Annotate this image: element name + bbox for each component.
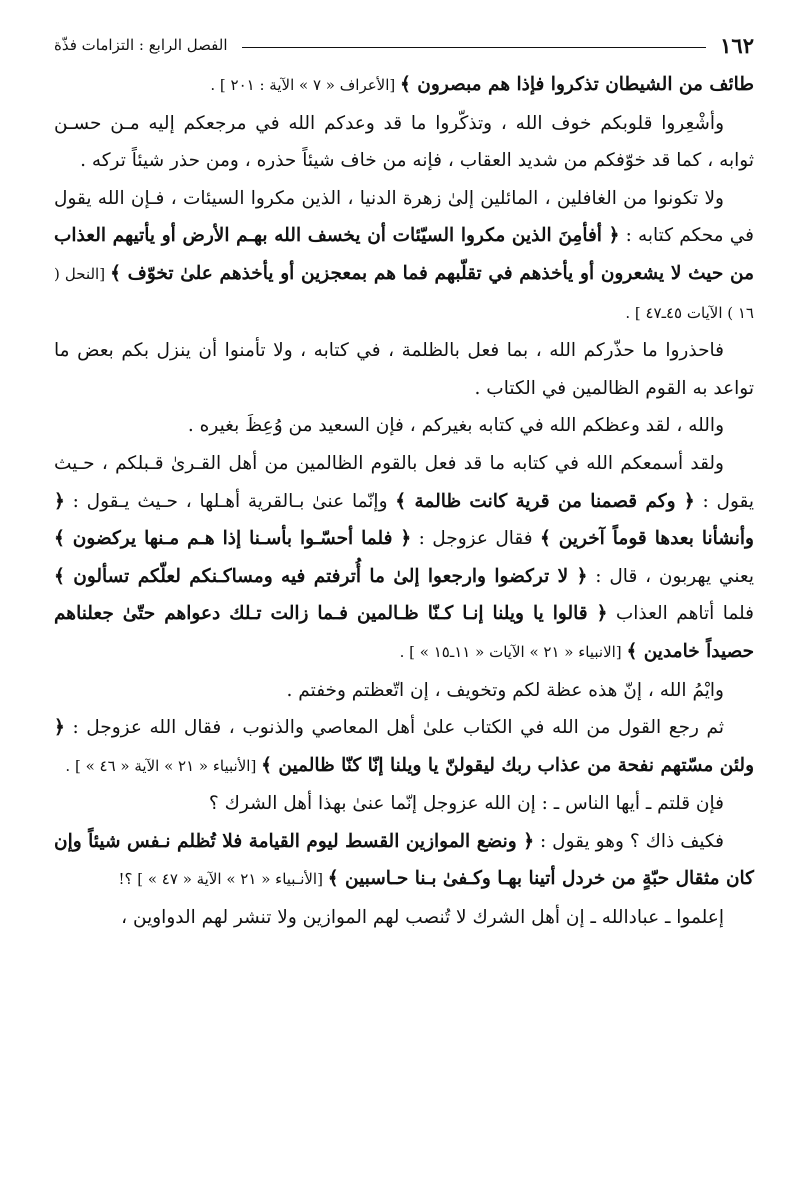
paragraph <box>54 672 754 710</box>
quote-bracket: ﴾ <box>261 754 272 776</box>
text-segment: ثم رجع القول من الله في الكتاب علىٰ أهل المعاصي والذنوب ، فقال الله عزوجل : <box>64 717 724 739</box>
paragraph <box>54 407 754 445</box>
chapter-title: الفصل الرابع : التزامات فذّة <box>54 36 228 54</box>
running-header <box>54 30 754 60</box>
quran-quote: طائف من الشيطان تذكروا فإذا هم مبصرون <box>410 74 754 95</box>
body-text <box>54 66 754 937</box>
text-segment: ولا تكونوا من الغافلين ، المائلين إلىٰ زهرة الدنيا ، الذين مكروا السيئات ، فـإن الله يقول في محكم كتابه : <box>54 187 754 247</box>
quote-bracket: ﴿ <box>54 717 65 739</box>
quote-bracket: ﴿ <box>400 528 412 550</box>
text-segment: وإنّما عنىٰ بـالقرية أهـلها ، حـيث يـقول : <box>64 490 396 512</box>
quran-quote: أفأمِنَ الذين مكروا السيّئات أن يخسف الله بهـم الأرض أو يأتيهم العذاب من حيث لا يشعرون أو يأخذهم في تقلّبهم فما هم بمعجزين أو يأخذهم علىٰ تخوّف <box>54 225 754 284</box>
quote-bracket: ﴿ <box>54 490 65 512</box>
paragraph <box>54 332 754 407</box>
quote-bracket: ﴿ <box>523 830 535 852</box>
quote-bracket: ﴾ <box>54 528 65 550</box>
paragraph <box>54 66 754 105</box>
text-segment: والله ، لقد وعظكم الله في كتابه بغيركم ، فإن السعيد من وُعِظَ بغيره . <box>187 415 724 437</box>
verse-citation: [الانبياء « ٢١ » الآيات « ١١ـ١٥ » ] . <box>399 642 627 661</box>
text-segment: فكيف ذاك ؟ وهو يقول : <box>534 830 724 852</box>
quote-bracket: ﴾ <box>110 262 121 284</box>
quran-quote: ونضع الموازين القسط ليوم القيامة فلا تُظلم نـفس شيئاً وإن كان مثقال حبّةٍ من خردل أتينا بهـا وكـفىٰ بـنا حـاسبين <box>54 830 754 890</box>
quote-bracket: ﴾ <box>395 490 407 512</box>
paragraph <box>54 823 754 899</box>
quote-bracket: ﴾ <box>400 74 411 95</box>
paragraph <box>54 180 754 332</box>
text-segment: فلما أتاهم العذاب <box>607 603 754 625</box>
text-segment: فإن قلتم ـ أيها الناس ـ : إن الله عزوجل إنّما عنىٰ بهذا أهل الشرك ؟ <box>208 793 724 815</box>
quote-bracket: ﴾ <box>626 640 638 662</box>
verse-citation: [الأعراف « ٧ » الآية : ٢٠١ ] . <box>210 76 401 94</box>
paragraph <box>54 445 754 672</box>
verse-citation: [الأنبياء « ٢١ » الآية « ٤٦ » ] . <box>65 756 262 775</box>
text-segment: وأشْعِروا قلوبكم خوف الله ، وتذكّروا ما قد وعدكم الله في مرجعكم إليه مـن حسـن ثوابه ، كما قد خوّفكم من شديد العقاب ، فإنه من خاف شيئاً حذره ، ومن حذر شيئاً تركه . <box>54 112 754 172</box>
quote-bracket: ﴿ <box>576 565 588 587</box>
quran-quote: وأنشأنا بعدها قوماً آخرين <box>550 528 754 550</box>
page-number: ١٦٢ <box>720 32 754 58</box>
quote-bracket: ﴾ <box>54 565 65 587</box>
verse-citation: [الأنـبياء « ٢١ » الآية « ٤٧ » ] ؟! <box>118 870 328 889</box>
verse-citation: [النحل ( ١٦ ) الآيات ٤٥ـ٤٧ ] . <box>54 264 754 322</box>
paragraph <box>54 899 754 937</box>
quran-quote: لا تركضوا وارجعوا إلىٰ ما أُترفتم فيه ومساكـنكم لعلّكم تسألون <box>64 565 577 587</box>
text-segment: فاحذروا ما حذّركم الله ، بما فعل بالظلمة ، في كتابه ، ولا تأمنوا أن ينزل بكم بعض ما تواعد به القوم الظالمين في الكتاب . <box>54 340 754 399</box>
paragraph <box>54 709 754 785</box>
quote-bracket: ﴿ <box>608 225 620 247</box>
paragraph <box>54 105 754 180</box>
quote-bracket: ﴾ <box>327 868 339 890</box>
paragraph <box>54 785 754 823</box>
text-segment: ولقد أسمعكم الله في كتابه ما قد فعل بالقوم الظالمين من أهل القـرىٰ قـبلكم ، حـيث يقول : <box>54 452 755 512</box>
quran-quote: وكم قصمنا من قرية كانت ظالمة <box>406 490 684 512</box>
text-segment: يعني يهربون ، قال : <box>587 565 755 587</box>
quote-bracket: ﴿ <box>596 603 608 625</box>
text-segment: وايْمُ الله ، إنّ هذه عظة لكم وتخويف ، إن اتّعظتم وخفتم . <box>286 679 724 701</box>
quote-bracket: ﴾ <box>540 528 551 550</box>
quran-quote: ولئن مسّتهم نفحة من عذاب ربك ليقولنّ يا ويلنا إنّا كنّا ظالمين <box>271 754 754 776</box>
quran-quote: فلما أحسّـوا بأسـنا إذا هـم مـنها يركضون <box>64 528 401 550</box>
text-segment: فقال عزوجل : <box>411 528 540 550</box>
header-rule <box>242 47 707 48</box>
text-segment: إعلموا ـ عبادالله ـ إن أهل الشرك لا تُنصب لهم الموازين ولا تنشر لهم الدواوين ، <box>121 907 724 929</box>
quote-bracket: ﴿ <box>683 490 695 512</box>
book-page <box>54 30 754 937</box>
quran-quote: قالوا يا ويلنا إنـا كـنّا ظـالمين فـما زالت تـلك دعواهم حتّىٰ جعلناهم حصيداً خامدين <box>54 603 754 662</box>
